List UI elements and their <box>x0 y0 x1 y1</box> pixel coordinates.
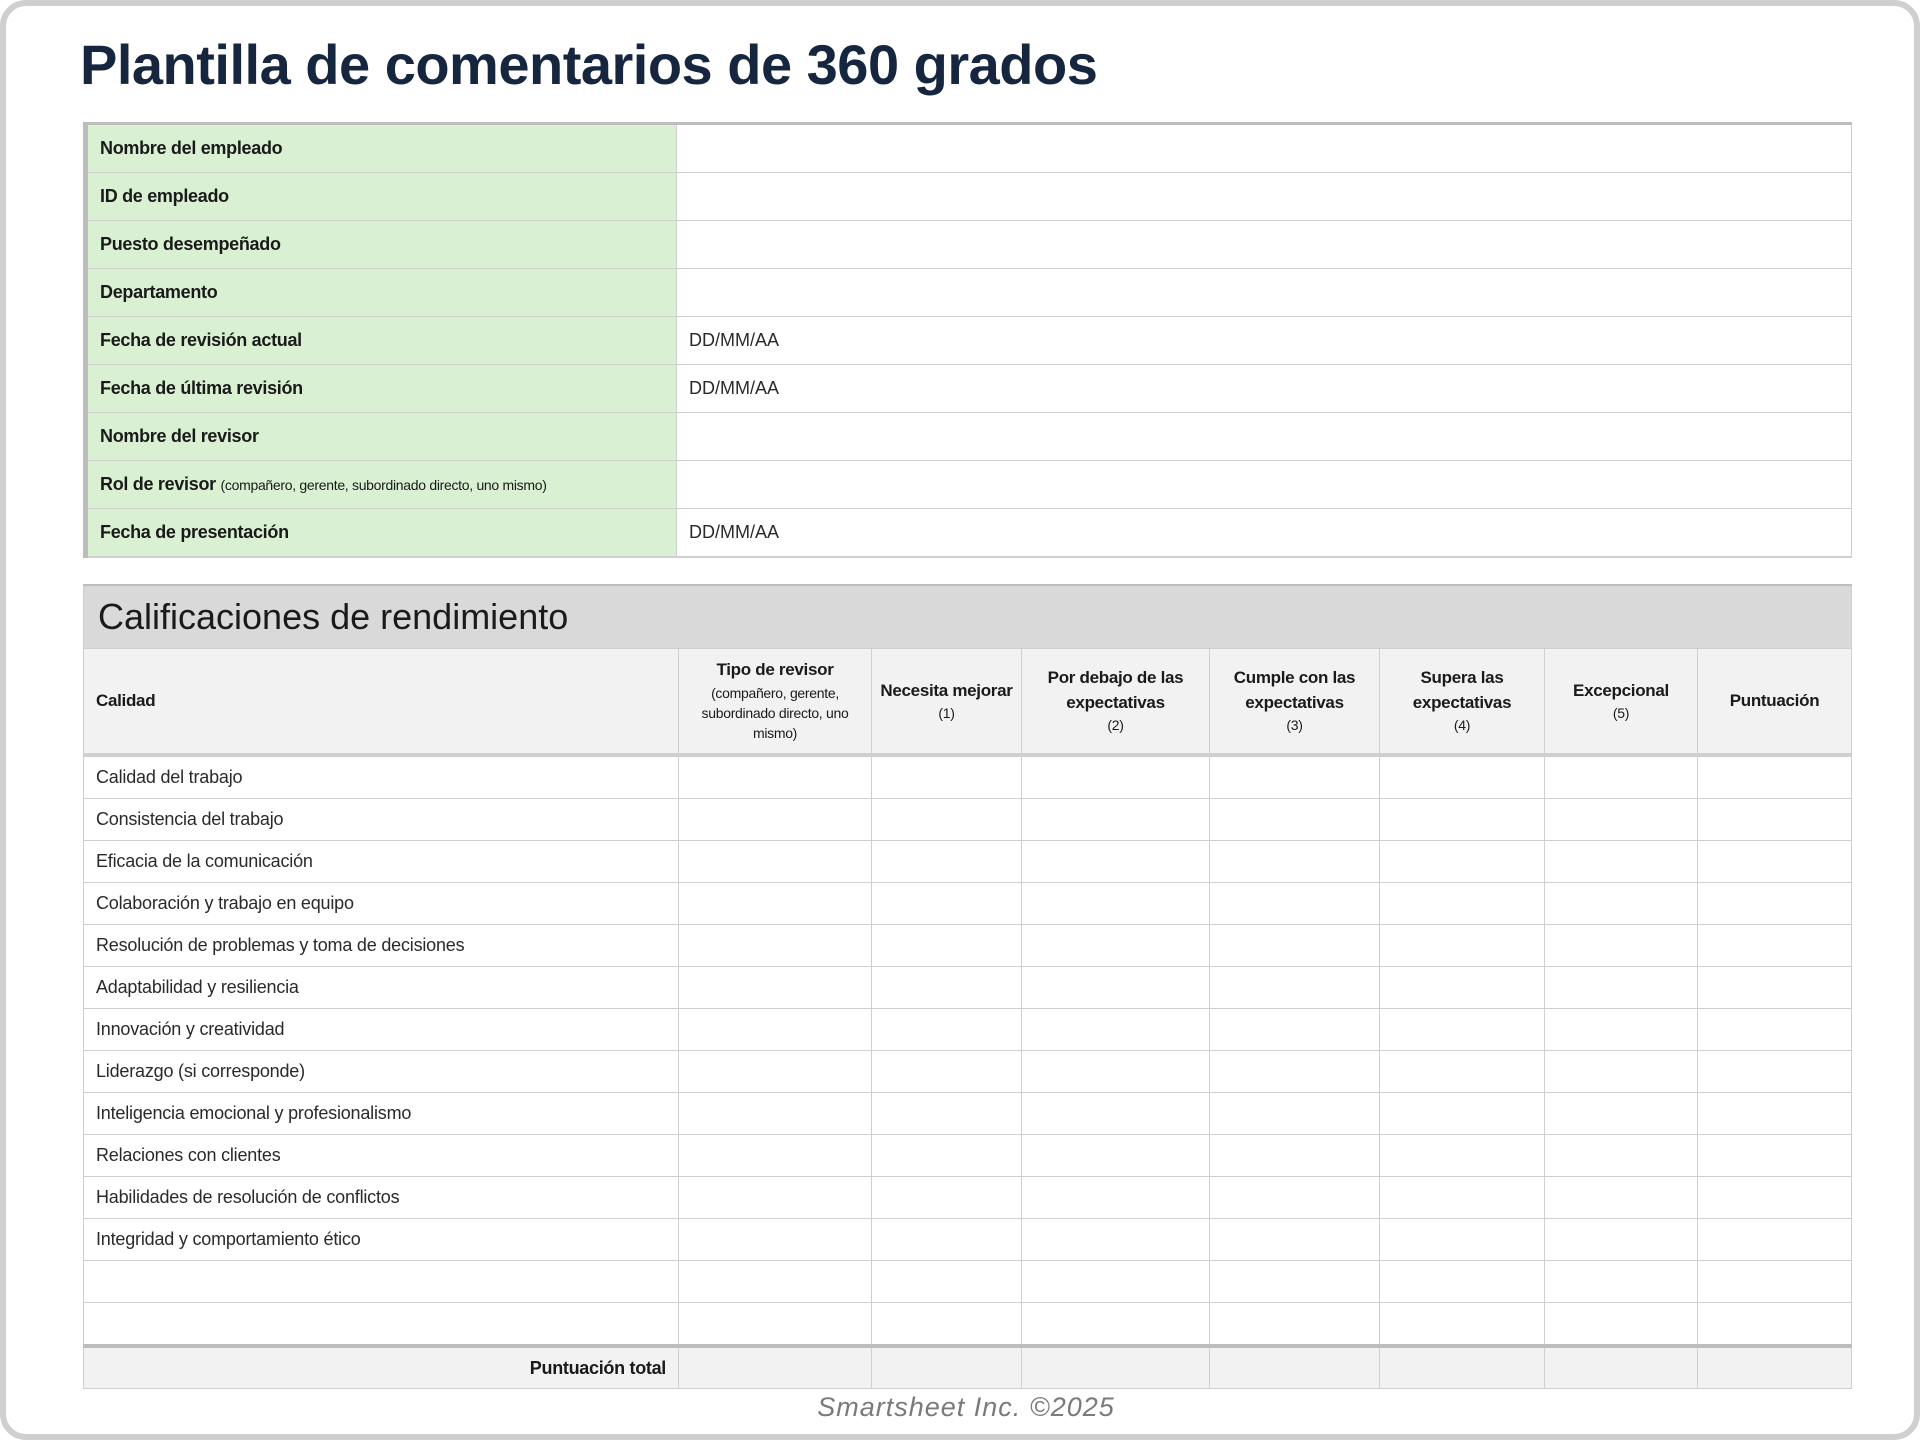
rating-cell[interactable] <box>1545 1261 1698 1303</box>
quality-label: Innovación y creatividad <box>84 1009 679 1051</box>
copyright-footer: Smartsheet Inc. ©2025 <box>817 1392 1115 1422</box>
quality-label: Liderazgo (si corresponde) <box>84 1051 679 1093</box>
total-cell[interactable] <box>1698 1346 1852 1389</box>
column-header-title: Puntuación <box>1729 690 1820 710</box>
info-row <box>86 365 1852 413</box>
rating-cell[interactable] <box>1380 1009 1545 1051</box>
rating-cell[interactable] <box>1545 967 1698 1009</box>
info-label <box>86 173 677 221</box>
column-header-subtitle: (3) <box>1286 717 1303 734</box>
quality-label: Consistencia del trabajo <box>84 799 679 841</box>
rating-row <box>84 841 1852 883</box>
rating-row <box>84 1219 1852 1261</box>
info-value-field[interactable]: DD/MM/AA <box>677 365 1852 413</box>
info-label <box>86 124 677 173</box>
column-header-subtitle: (1) <box>938 705 955 722</box>
rating-cell[interactable] <box>1698 755 1852 799</box>
rating-cell[interactable] <box>1210 1261 1380 1303</box>
rating-cell[interactable] <box>1698 841 1852 883</box>
rating-cell[interactable] <box>1545 1303 1698 1347</box>
column-header-title: Tipo de revisor <box>716 660 834 680</box>
info-label <box>86 461 677 509</box>
rating-cell[interactable] <box>1022 883 1210 925</box>
info-label-text: Fecha de revisión actual <box>100 330 302 350</box>
rating-cell[interactable] <box>1022 1219 1210 1261</box>
rating-cell[interactable] <box>1380 967 1545 1009</box>
rating-cell[interactable] <box>679 841 872 883</box>
rating-cell[interactable] <box>1022 925 1210 967</box>
rating-cell[interactable] <box>1698 925 1852 967</box>
rating-cell[interactable] <box>872 841 1022 883</box>
rating-cell[interactable] <box>1698 799 1852 841</box>
rating-cell[interactable] <box>872 799 1022 841</box>
rating-cell[interactable] <box>872 1303 1022 1347</box>
rating-cell[interactable] <box>1022 1261 1210 1303</box>
rating-cell[interactable] <box>1545 841 1698 883</box>
column-header-title: Supera las expectativas <box>1412 668 1512 712</box>
rating-cell[interactable] <box>1210 1177 1380 1219</box>
rating-cell[interactable] <box>1210 799 1380 841</box>
rating-cell[interactable] <box>679 967 872 1009</box>
rating-cell[interactable] <box>679 755 872 799</box>
info-row <box>86 413 1852 461</box>
info-label <box>86 317 677 365</box>
rating-cell[interactable] <box>1545 883 1698 925</box>
rating-cell[interactable] <box>1210 925 1380 967</box>
rating-cell[interactable] <box>872 1219 1022 1261</box>
rating-row <box>84 1051 1852 1093</box>
rating-cell[interactable] <box>1380 841 1545 883</box>
info-value-field[interactable] <box>677 269 1852 317</box>
page-title: Plantilla de comentarios de 360 grados <box>80 33 1098 96</box>
info-label <box>86 365 677 413</box>
total-cell[interactable] <box>1022 1346 1210 1389</box>
rating-cell[interactable] <box>1380 925 1545 967</box>
column-header <box>84 649 679 756</box>
rating-cell[interactable] <box>1545 1135 1698 1177</box>
rating-row <box>84 1261 1852 1303</box>
rating-cell[interactable] <box>1380 1219 1545 1261</box>
rating-cell[interactable] <box>1545 1093 1698 1135</box>
rating-cell[interactable] <box>1380 1303 1545 1347</box>
rating-cell[interactable] <box>1545 1009 1698 1051</box>
info-label-text: Departamento <box>100 282 218 302</box>
rating-cell[interactable] <box>1380 1177 1545 1219</box>
info-label <box>86 269 677 317</box>
quality-label: Inteligencia emocional y profesionalismo <box>84 1093 679 1135</box>
rating-cell[interactable] <box>1022 1177 1210 1219</box>
total-cell[interactable] <box>679 1346 872 1389</box>
rating-cell[interactable] <box>872 883 1022 925</box>
rating-row <box>84 1093 1852 1135</box>
info-label-text: Rol de revisor <box>100 474 216 494</box>
rating-cell[interactable] <box>1210 1093 1380 1135</box>
column-header <box>1380 649 1545 756</box>
info-label-text: Fecha de presentación <box>100 522 289 542</box>
rating-row <box>84 925 1852 967</box>
rating-cell[interactable] <box>679 883 872 925</box>
column-header <box>872 649 1022 756</box>
rating-cell[interactable] <box>1210 1051 1380 1093</box>
section-title: Calificaciones de rendimiento <box>84 585 1852 649</box>
rating-row <box>84 883 1852 925</box>
quality-label: Adaptabilidad y resiliencia <box>84 967 679 1009</box>
rating-cell[interactable] <box>1545 1219 1698 1261</box>
rating-cell[interactable] <box>679 1093 872 1135</box>
rating-cell[interactable] <box>1698 967 1852 1009</box>
rating-cell[interactable] <box>1210 967 1380 1009</box>
rating-cell[interactable] <box>1022 1303 1210 1347</box>
info-row <box>86 509 1852 558</box>
rating-cell[interactable] <box>679 1219 872 1261</box>
column-header-subtitle: (4) <box>1453 717 1471 734</box>
rating-cell[interactable] <box>1022 1009 1210 1051</box>
rating-cell[interactable] <box>1022 799 1210 841</box>
rating-cell[interactable] <box>1698 1261 1852 1303</box>
column-header-title: Necesita mejorar <box>880 680 1013 700</box>
rating-cell[interactable] <box>679 1135 872 1177</box>
column-header <box>1545 649 1698 756</box>
info-row <box>86 124 1852 173</box>
rating-cell[interactable] <box>679 925 872 967</box>
info-label-text: Nombre del empleado <box>100 138 283 158</box>
info-value-field[interactable] <box>677 413 1852 461</box>
info-value-field[interactable] <box>677 124 1852 173</box>
rating-cell[interactable] <box>1380 883 1545 925</box>
rating-cell[interactable] <box>1022 755 1210 799</box>
total-label: Puntuación total <box>84 1346 679 1389</box>
quality-label <box>84 1303 679 1347</box>
rating-cell[interactable] <box>872 1261 1022 1303</box>
info-row <box>86 461 1852 509</box>
info-row <box>86 317 1852 365</box>
column-header <box>1698 649 1852 756</box>
rating-cell[interactable] <box>872 1093 1022 1135</box>
rating-cell[interactable] <box>1380 1051 1545 1093</box>
rating-cell[interactable] <box>1545 925 1698 967</box>
rating-cell[interactable] <box>1210 755 1380 799</box>
column-header-title: Cumple con las expectativas <box>1233 668 1356 712</box>
rating-cell[interactable] <box>1698 1303 1852 1347</box>
rating-cell[interactable] <box>1380 1135 1545 1177</box>
rating-cell[interactable] <box>872 1135 1022 1177</box>
rating-cell[interactable] <box>1210 1009 1380 1051</box>
info-value-field[interactable]: DD/MM/AA <box>677 317 1852 365</box>
rating-cell[interactable] <box>872 1051 1022 1093</box>
rating-cell[interactable] <box>872 755 1022 799</box>
quality-label: Calidad del trabajo <box>84 755 679 799</box>
column-header-subtitle: (compañero, gerente, subordinado directo, uno mismo) <box>701 684 849 742</box>
info-value-field[interactable] <box>677 173 1852 221</box>
quality-label: Colaboración y trabajo en equipo <box>84 883 679 925</box>
rating-cell[interactable] <box>1698 883 1852 925</box>
total-cell[interactable] <box>1210 1346 1380 1389</box>
info-value-field[interactable] <box>677 221 1852 269</box>
info-row <box>86 173 1852 221</box>
total-row <box>84 1346 1852 1389</box>
rating-cell[interactable] <box>679 1261 872 1303</box>
rating-cell[interactable] <box>679 799 872 841</box>
rating-cell[interactable] <box>1380 755 1545 799</box>
info-label <box>86 509 677 558</box>
rating-cell[interactable] <box>1380 799 1545 841</box>
rating-cell[interactable] <box>1022 1051 1210 1093</box>
quality-label: Habilidades de resolución de conflictos <box>84 1177 679 1219</box>
rating-cell[interactable] <box>1698 1093 1852 1135</box>
rating-cell[interactable] <box>679 1051 872 1093</box>
rating-cell[interactable] <box>1698 1177 1852 1219</box>
rating-row <box>84 1303 1852 1347</box>
info-label <box>86 413 677 461</box>
rating-cell[interactable] <box>679 1303 872 1347</box>
column-header <box>1022 649 1210 756</box>
rating-cell[interactable] <box>1210 841 1380 883</box>
rating-cell[interactable] <box>872 1009 1022 1051</box>
rating-cell[interactable] <box>1210 1303 1380 1347</box>
info-label <box>86 221 677 269</box>
total-cell[interactable] <box>1545 1346 1698 1389</box>
performance-ratings-table <box>83 584 1852 1389</box>
rating-row <box>84 1135 1852 1177</box>
rating-cell[interactable] <box>1022 1135 1210 1177</box>
column-header-title: Excepcional <box>1573 680 1669 700</box>
info-row <box>86 221 1852 269</box>
info-label-text: Nombre del revisor <box>100 426 259 446</box>
rating-cell[interactable] <box>1022 967 1210 1009</box>
rating-cell[interactable] <box>1545 1051 1698 1093</box>
info-row <box>86 269 1852 317</box>
rating-cell[interactable] <box>1545 1177 1698 1219</box>
column-header-title: Por debajo de las expectativas <box>1047 668 1184 712</box>
rating-cell[interactable] <box>1210 1219 1380 1261</box>
rating-row <box>84 799 1852 841</box>
info-label-text: Fecha de última revisión <box>100 378 303 398</box>
rating-cell[interactable] <box>872 1177 1022 1219</box>
info-label-hint: (compañero, gerente, subordinado directo, uno mismo) <box>220 477 547 493</box>
rating-cell[interactable] <box>1022 1093 1210 1135</box>
rating-row <box>84 755 1852 799</box>
column-header-subtitle: (5) <box>1612 705 1630 722</box>
rating-cell[interactable] <box>679 1177 872 1219</box>
rating-cell[interactable] <box>1380 1093 1545 1135</box>
quality-label: Eficacia de la comunicación <box>84 841 679 883</box>
total-cell[interactable] <box>872 1346 1022 1389</box>
rating-row <box>84 967 1852 1009</box>
column-header <box>1210 649 1380 756</box>
rating-cell[interactable] <box>1545 755 1698 799</box>
quality-label <box>84 1261 679 1303</box>
rating-cell[interactable] <box>1698 1009 1852 1051</box>
rating-row <box>84 1177 1852 1219</box>
rating-cell[interactable] <box>1210 883 1380 925</box>
rating-cell[interactable] <box>1698 1219 1852 1261</box>
column-header-title: Calidad <box>96 690 156 710</box>
rating-cell[interactable] <box>1210 1135 1380 1177</box>
info-value-field[interactable]: DD/MM/AA <box>677 509 1852 558</box>
column-header <box>679 649 872 756</box>
rating-cell[interactable] <box>1698 1135 1852 1177</box>
rating-cell[interactable] <box>1698 1051 1852 1093</box>
info-label-text: ID de empleado <box>100 186 229 206</box>
quality-label: Integridad y comportamiento ético <box>84 1219 679 1261</box>
rating-cell[interactable] <box>872 925 1022 967</box>
info-label-text: Puesto desempeñado <box>100 234 281 254</box>
column-header-subtitle: (2) <box>1107 717 1124 734</box>
total-cell[interactable] <box>1380 1346 1545 1389</box>
rating-cell[interactable] <box>679 1009 872 1051</box>
quality-label: Relaciones con clientes <box>84 1135 679 1177</box>
rating-cell[interactable] <box>1380 1261 1545 1303</box>
employee-info-table <box>83 122 1852 558</box>
rating-cell[interactable] <box>872 967 1022 1009</box>
quality-label: Resolución de problemas y toma de decisiones <box>84 925 679 967</box>
rating-cell[interactable] <box>1545 799 1698 841</box>
rating-cell[interactable] <box>1022 841 1210 883</box>
rating-row <box>84 1009 1852 1051</box>
info-value-field[interactable] <box>677 461 1852 509</box>
